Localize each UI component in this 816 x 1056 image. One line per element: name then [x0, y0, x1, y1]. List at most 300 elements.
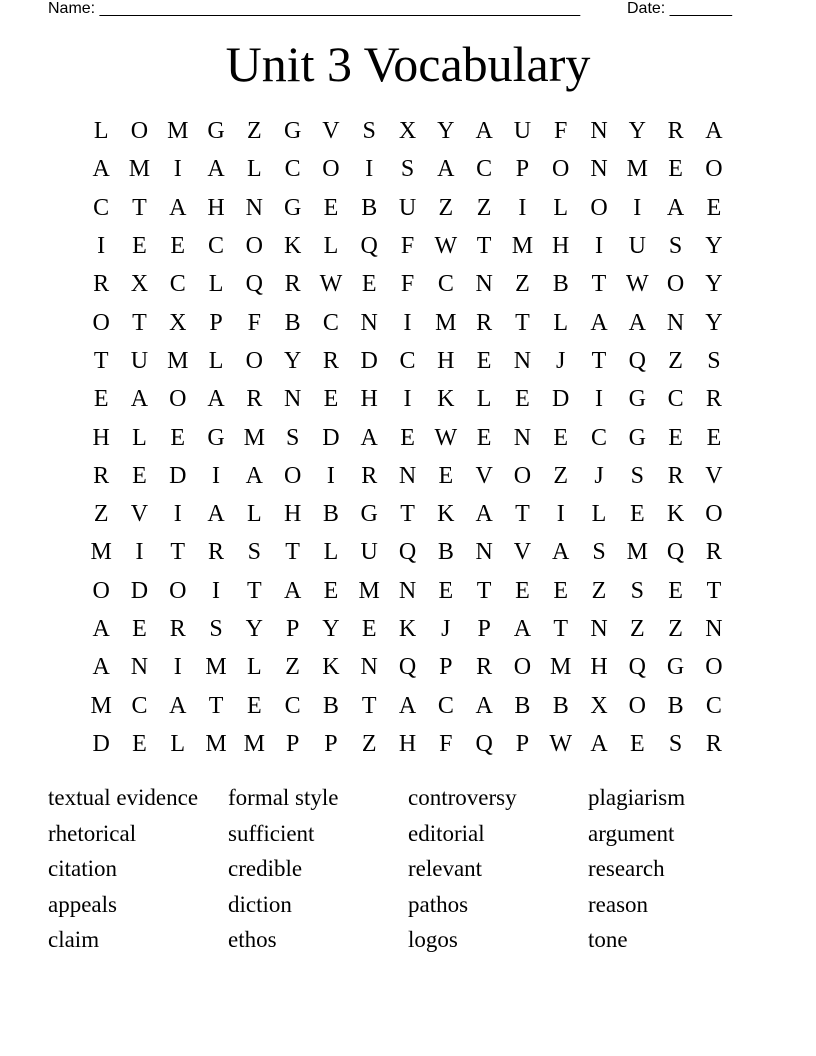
grid-letter[interactable]: G [666, 654, 685, 681]
grid-letter[interactable]: L [208, 347, 224, 374]
grid-letter[interactable]: B [552, 271, 569, 298]
date-field[interactable] [627, 0, 732, 18]
grid-letter[interactable]: Y [705, 309, 723, 336]
grid-letter[interactable]: Z [553, 462, 569, 489]
grid-letter[interactable]: N [245, 194, 263, 221]
grid-letter[interactable]: V [130, 501, 149, 528]
grid-letter[interactable]: O [513, 654, 532, 681]
grid-letter[interactable]: N [360, 309, 378, 336]
grid-letter[interactable]: A [590, 309, 608, 336]
grid-letter[interactable]: F [247, 309, 262, 336]
grid-letter[interactable]: A [590, 730, 608, 757]
grid-letter[interactable]: F [400, 271, 415, 298]
grid-letter[interactable]: R [284, 271, 301, 298]
grid-letter[interactable]: E [515, 386, 530, 413]
grid-letter[interactable]: C [667, 386, 684, 413]
grid-letter[interactable]: I [556, 501, 565, 528]
grid-letter[interactable]: H [360, 386, 378, 413]
grid-letter[interactable]: M [205, 654, 227, 681]
grid-letter[interactable]: G [628, 424, 646, 451]
grid-letter[interactable]: A [360, 424, 378, 451]
grid-letter[interactable]: C [476, 156, 493, 183]
grid-letter[interactable]: E [361, 271, 377, 298]
grid-letter[interactable]: N [398, 577, 417, 604]
grid-letter[interactable]: L [323, 539, 339, 566]
grid-letter[interactable]: F [400, 233, 415, 260]
grid-letter[interactable]: G [283, 118, 302, 145]
grid-letter[interactable]: I [212, 577, 221, 604]
grid-letter[interactable]: K [398, 616, 417, 642]
grid-letter[interactable]: J [594, 462, 604, 489]
grid-letter[interactable]: L [323, 233, 339, 260]
grid-letter[interactable]: P [209, 309, 223, 336]
grid-letter[interactable]: H [398, 730, 417, 757]
grid-letter[interactable]: E [323, 194, 339, 221]
grid-letter[interactable]: U [360, 539, 378, 566]
grid-letter[interactable]: Z [438, 194, 454, 221]
grid-letter[interactable]: E [132, 616, 147, 642]
grid-letter[interactable]: R [705, 730, 722, 757]
grid-letter[interactable]: F [554, 118, 568, 145]
grid-letter[interactable]: O [513, 462, 532, 489]
grid-letter[interactable]: B [437, 539, 454, 566]
grid-letter[interactable]: S [400, 156, 415, 183]
grid-letter[interactable]: P [285, 616, 300, 642]
grid-letter[interactable]: T [476, 577, 492, 604]
grid-letter[interactable]: L [553, 309, 569, 336]
grid-letter[interactable]: B [552, 692, 569, 719]
grid-letter[interactable]: E [438, 462, 454, 489]
grid-letter[interactable]: A [92, 616, 110, 642]
grid-letter[interactable]: Z [247, 118, 262, 145]
grid-letter[interactable]: V [705, 462, 723, 489]
grid-letter[interactable]: A [513, 616, 532, 642]
grid-letter[interactable]: S [668, 730, 683, 757]
grid-letter[interactable]: P [324, 730, 338, 757]
grid-letter[interactable]: T [515, 309, 530, 336]
grid-letter[interactable]: R [476, 309, 493, 336]
grid-letter[interactable]: O [169, 386, 187, 413]
grid-letter[interactable]: T [93, 347, 109, 374]
grid-letter[interactable]: I [633, 194, 642, 221]
word-list-item: pathos [408, 891, 469, 917]
grid-letter[interactable]: G [207, 424, 225, 451]
grid-letter[interactable]: W [319, 271, 343, 298]
grid-letter[interactable]: E [668, 577, 683, 604]
grid-letter[interactable]: Q [628, 654, 646, 681]
name-label: Name: [48, 0, 96, 17]
grid-letter[interactable]: T [247, 577, 262, 604]
grid-letter[interactable]: E [170, 424, 186, 451]
grid-letter[interactable]: Y [437, 118, 455, 145]
grid-letter[interactable]: G [628, 386, 646, 413]
grid-letter[interactable]: C [322, 309, 339, 336]
grid-letter[interactable]: E [361, 616, 377, 642]
grid-letter[interactable]: O [705, 501, 723, 528]
grid-letter[interactable]: D [130, 577, 149, 604]
grid-letter[interactable]: P [285, 730, 300, 757]
grid-letter[interactable]: H [207, 194, 225, 221]
grid-letter[interactable]: C [437, 692, 454, 719]
grid-letter[interactable]: Q [398, 539, 417, 566]
grid-letter[interactable]: M [243, 730, 265, 757]
grid-letter[interactable]: R [476, 654, 493, 681]
grid-letter[interactable]: C [284, 692, 301, 719]
grid-letter[interactable]: L [476, 386, 492, 413]
grid-letter[interactable]: L [93, 118, 109, 145]
grid-letter[interactable]: Q [666, 539, 685, 566]
grid-letter[interactable]: T [515, 501, 530, 528]
grid-letter[interactable]: L [553, 194, 569, 221]
grid-letter[interactable]: S [247, 539, 262, 566]
grid-letter[interactable]: W [434, 233, 458, 260]
grid-letter[interactable]: D [552, 386, 570, 413]
grid-letter[interactable]: A [666, 194, 685, 221]
grid-letter[interactable]: S [630, 462, 644, 489]
grid-letter[interactable]: R [322, 347, 339, 374]
grid-letter[interactable]: N [513, 347, 532, 374]
grid-letter[interactable]: O [666, 271, 685, 298]
grid-letter[interactable]: N [705, 616, 723, 642]
grid-letter[interactable]: N [590, 118, 608, 145]
grid-letter[interactable]: S [285, 424, 300, 451]
grid-letter[interactable]: D [322, 424, 340, 451]
grid-letter[interactable]: I [212, 462, 221, 489]
grid-letter[interactable]: O [705, 654, 723, 681]
grid-letter[interactable]: G [207, 118, 225, 145]
grid-letter[interactable]: E [323, 577, 339, 604]
grid-letter[interactable]: A [92, 654, 110, 681]
grid-letter[interactable]: Q [628, 347, 646, 374]
grid-letter[interactable]: M [167, 347, 189, 374]
grid-letter[interactable]: E [323, 386, 339, 413]
grid-letter[interactable]: T [553, 616, 569, 642]
grid-letter[interactable]: D [92, 730, 110, 757]
grid-letter[interactable]: J [556, 347, 566, 374]
grid-letter[interactable]: Y [705, 271, 723, 298]
grid-letter[interactable]: P [477, 616, 491, 642]
grid-letter[interactable]: E [132, 462, 147, 489]
grid-letter[interactable]: E [93, 386, 109, 413]
grid-letter[interactable]: T [361, 692, 377, 719]
grid-letter[interactable]: T [706, 577, 722, 604]
grid-letter[interactable]: E [668, 156, 683, 183]
grid-letter[interactable]: B [361, 194, 378, 221]
grid-letter[interactable]: G [283, 194, 302, 221]
grid-letter[interactable]: Q [245, 271, 263, 298]
grid-letter[interactable]: U [130, 347, 149, 374]
grid-letter[interactable]: Z [476, 194, 492, 221]
grid-letter[interactable]: L [132, 424, 147, 451]
grid-letter[interactable]: E [476, 424, 492, 451]
grid-letter[interactable]: B [284, 309, 301, 336]
grid-letter[interactable]: E [132, 233, 147, 260]
grid-letter[interactable]: T [591, 347, 607, 374]
grid-letter[interactable]: N [666, 309, 685, 336]
grid-letter[interactable]: H [590, 654, 608, 681]
grid-letter[interactable]: E [629, 730, 645, 757]
grid-letter[interactable]: S [707, 347, 721, 374]
grid-letter[interactable]: R [361, 462, 378, 489]
grid-letter[interactable]: A [398, 692, 417, 719]
grid-letter[interactable]: H [283, 501, 302, 528]
grid-letter[interactable]: N [590, 616, 608, 642]
grid-letter[interactable]: N [283, 386, 302, 413]
grid-letter[interactable]: K [437, 501, 455, 528]
grid-letter[interactable]: A [475, 692, 493, 719]
grid-letter[interactable]: E [132, 730, 147, 757]
grid-letter[interactable]: H [437, 347, 455, 374]
grid-letter[interactable]: V [322, 118, 340, 145]
grid-letter[interactable]: N [360, 654, 378, 681]
word-list-item: editorial [408, 820, 485, 846]
grid-letter[interactable]: E [706, 194, 722, 221]
grid-letter[interactable]: B [322, 501, 339, 528]
grid-letter[interactable]: Q [360, 233, 378, 260]
grid-letter[interactable]: Y [283, 347, 302, 374]
grid-letter[interactable]: I [595, 386, 603, 413]
grid-letter[interactable]: I [173, 501, 182, 528]
grid-letter[interactable]: O [590, 194, 608, 221]
grid-letter[interactable]: A [628, 309, 646, 336]
grid-letter[interactable]: L [247, 156, 262, 183]
grid-letter[interactable]: U [398, 194, 417, 221]
grid-letter[interactable]: A [283, 577, 302, 604]
grid-letter[interactable]: L [247, 501, 262, 528]
grid-letter[interactable]: M [90, 539, 112, 566]
grid-letter[interactable]: Z [93, 501, 109, 528]
grid-letter[interactable]: A [475, 118, 493, 145]
grid-letter[interactable]: C [284, 156, 301, 183]
grid-letter[interactable]: V [475, 462, 493, 489]
grid-letter[interactable]: A [207, 386, 225, 413]
grid-letter[interactable]: C [399, 347, 416, 374]
grid-letter[interactable]: M [550, 654, 572, 681]
grid-letter[interactable]: M [205, 730, 227, 757]
grid-letter[interactable]: A [475, 501, 493, 528]
grid-letter[interactable]: B [667, 692, 684, 719]
grid-letter[interactable]: M [511, 233, 534, 260]
grid-letter[interactable]: K [283, 233, 302, 260]
grid-letter[interactable]: S [668, 233, 683, 260]
grid-letter[interactable]: N [590, 156, 608, 183]
grid-letter[interactable]: M [626, 156, 648, 183]
grid-letter[interactable]: D [360, 347, 378, 374]
grid-letter[interactable]: X [398, 118, 417, 145]
grid-letter[interactable]: O [705, 156, 723, 183]
grid-letter[interactable]: F [439, 730, 453, 757]
grid-letter[interactable]: E [476, 347, 492, 374]
grid-letter[interactable]: P [515, 156, 530, 183]
grid-letter[interactable]: T [170, 539, 186, 566]
grid-letter[interactable]: M [435, 309, 457, 336]
grid-letter[interactable]: R [667, 462, 684, 489]
grid-letter[interactable]: T [132, 194, 147, 221]
grid-letter[interactable]: C [437, 271, 454, 298]
grid-letter[interactable]: C [591, 424, 608, 451]
grid-letter[interactable]: O [92, 309, 110, 336]
grid-letter[interactable]: T [285, 539, 300, 566]
grid-letter[interactable]: P [439, 654, 453, 681]
grid-letter[interactable]: X [590, 692, 608, 719]
grid-letter[interactable]: B [322, 692, 339, 719]
grid-letter[interactable]: Y [628, 118, 646, 145]
grid-letter[interactable]: I [173, 654, 182, 681]
grid-letter[interactable]: L [170, 730, 186, 757]
grid-letter[interactable]: N [475, 539, 493, 566]
grid-letter[interactable]: R [93, 271, 110, 298]
grid-letter[interactable]: M [90, 692, 112, 719]
grid-letter[interactable]: L [247, 654, 262, 681]
grid-letter[interactable]: L [591, 501, 607, 528]
grid-letter[interactable]: K [322, 654, 340, 681]
grid-letter[interactable]: T [476, 233, 492, 260]
grid-letter[interactable]: U [628, 233, 646, 260]
date-line[interactable]: _______ [669, 0, 732, 17]
grid-letter[interactable]: E [170, 233, 186, 260]
grid-letter[interactable]: E [629, 501, 645, 528]
grid-letter[interactable]: W [549, 730, 573, 757]
grid-letter[interactable]: C [169, 271, 186, 298]
name-field[interactable] [48, 0, 580, 18]
grid-letter[interactable]: O [169, 577, 187, 604]
word-list-item: plagiarism [588, 785, 686, 810]
grid-letter[interactable]: Q [475, 730, 493, 757]
grid-letter[interactable]: Q [398, 654, 417, 681]
grid-letter[interactable]: O [92, 577, 110, 604]
grid-letter[interactable]: C [705, 692, 722, 719]
grid-letter[interactable]: C [93, 194, 110, 221]
grid-letter[interactable]: Z [668, 616, 683, 642]
grid-letter[interactable]: S [362, 118, 376, 145]
grid-letter[interactable]: R [169, 616, 186, 642]
grid-letter[interactable]: R [208, 539, 225, 566]
grid-letter[interactable]: Z [515, 271, 530, 298]
grid-letter[interactable]: E [668, 424, 683, 451]
grid-letter[interactable]: Z [285, 654, 300, 681]
grid-letter[interactable]: A [169, 194, 187, 221]
grid-letter[interactable]: M [128, 156, 151, 183]
grid-letter[interactable]: T [132, 309, 147, 336]
grid-letter[interactable]: O [322, 156, 340, 183]
grid-letter[interactable]: I [173, 156, 182, 183]
grid-letter[interactable]: E [438, 577, 454, 604]
grid-letter[interactable]: E [247, 692, 262, 719]
grid-letter[interactable]: K [437, 386, 455, 413]
grid-letter[interactable]: A [207, 501, 225, 528]
grid-letter[interactable]: B [514, 692, 531, 719]
grid-letter[interactable]: L [208, 271, 224, 298]
grid-letter[interactable]: R [246, 386, 263, 413]
grid-letter[interactable]: I [326, 462, 335, 489]
grid-letter[interactable]: A [169, 692, 187, 719]
name-line[interactable]: ______________________________________________________ [99, 0, 581, 17]
grid-letter[interactable]: X [169, 309, 187, 336]
grid-letter[interactable]: K [666, 501, 685, 528]
word-list-item: citation [48, 856, 117, 882]
grid-letter[interactable]: I [365, 156, 374, 183]
grid-letter[interactable]: N [513, 424, 532, 451]
grid-letter[interactable]: D [169, 462, 187, 489]
grid-letter[interactable]: N [130, 654, 149, 681]
grid-letter[interactable]: M [358, 577, 380, 604]
grid-letter[interactable]: A [705, 118, 723, 145]
grid-letter[interactable]: R [93, 462, 110, 489]
grid-letter[interactable]: Z [361, 730, 377, 757]
grid-letter[interactable]: M [243, 424, 265, 451]
grid-letter[interactable]: Z [668, 347, 683, 374]
grid-letter[interactable]: R [705, 386, 722, 413]
grid-letter[interactable]: E [553, 577, 569, 604]
word-list-item: textual evidence [48, 785, 199, 810]
grid-letter[interactable]: E [515, 577, 530, 604]
grid-letter[interactable]: O [245, 233, 263, 260]
grid-letter[interactable]: O [245, 347, 263, 374]
grid-letter[interactable]: M [167, 118, 189, 145]
grid-letter[interactable]: I [403, 386, 412, 413]
grid-letter[interactable]: E [553, 424, 569, 451]
grid-letter[interactable]: X [130, 271, 149, 298]
grid-letter[interactable]: N [398, 462, 417, 489]
grid-letter[interactable]: S [209, 616, 223, 642]
grid-letter[interactable]: S [592, 539, 606, 566]
grid-letter[interactable]: U [513, 118, 532, 145]
grid-letter[interactable]: A [437, 156, 455, 183]
grid-letter[interactable]: H [92, 424, 110, 451]
grid-letter[interactable]: A [552, 539, 570, 566]
grid-letter[interactable]: T [591, 271, 607, 298]
grid-letter[interactable]: Y [245, 616, 263, 642]
grid-letter[interactable]: I [135, 539, 144, 566]
grid-letter[interactable]: S [630, 577, 644, 604]
grid-letter[interactable]: C [131, 692, 148, 719]
grid-letter[interactable]: O [628, 692, 646, 719]
grid-letter[interactable]: W [625, 271, 649, 298]
grid-letter[interactable]: E [400, 424, 415, 451]
grid-letter[interactable]: I [518, 194, 527, 221]
grid-letter[interactable]: Z [591, 577, 607, 604]
grid-letter[interactable]: A [207, 156, 225, 183]
grid-letter[interactable]: I [403, 309, 412, 336]
grid-letter[interactable]: O [552, 156, 570, 183]
grid-letter[interactable]: G [360, 501, 378, 528]
grid-letter[interactable]: M [626, 539, 648, 566]
grid-letter[interactable]: Y [705, 233, 723, 260]
grid-letter[interactable]: A [130, 386, 149, 413]
grid-letter[interactable]: R [667, 118, 684, 145]
grid-letter[interactable]: W [434, 424, 458, 451]
word-list-item: tone [588, 927, 628, 953]
grid-letter[interactable]: V [513, 539, 532, 566]
grid-letter[interactable]: J [441, 616, 451, 642]
grid-letter[interactable]: T [400, 501, 415, 528]
grid-letter[interactable]: I [97, 233, 106, 260]
grid-letter[interactable]: A [245, 462, 263, 489]
grid-letter[interactable]: E [706, 424, 722, 451]
grid-letter[interactable]: H [552, 233, 570, 260]
grid-letter[interactable]: O [130, 118, 149, 145]
grid-letter[interactable]: Y [322, 616, 340, 642]
grid-letter[interactable]: I [595, 233, 603, 260]
grid-letter[interactable]: Z [629, 616, 645, 642]
grid-letter[interactable]: N [475, 271, 493, 298]
grid-letter[interactable]: O [283, 462, 302, 489]
grid-letter[interactable]: A [92, 156, 110, 183]
grid-letter[interactable]: P [515, 730, 530, 757]
grid-letter[interactable]: C [208, 233, 225, 260]
grid-letter[interactable]: R [705, 539, 722, 566]
grid-letter[interactable]: T [208, 692, 224, 719]
